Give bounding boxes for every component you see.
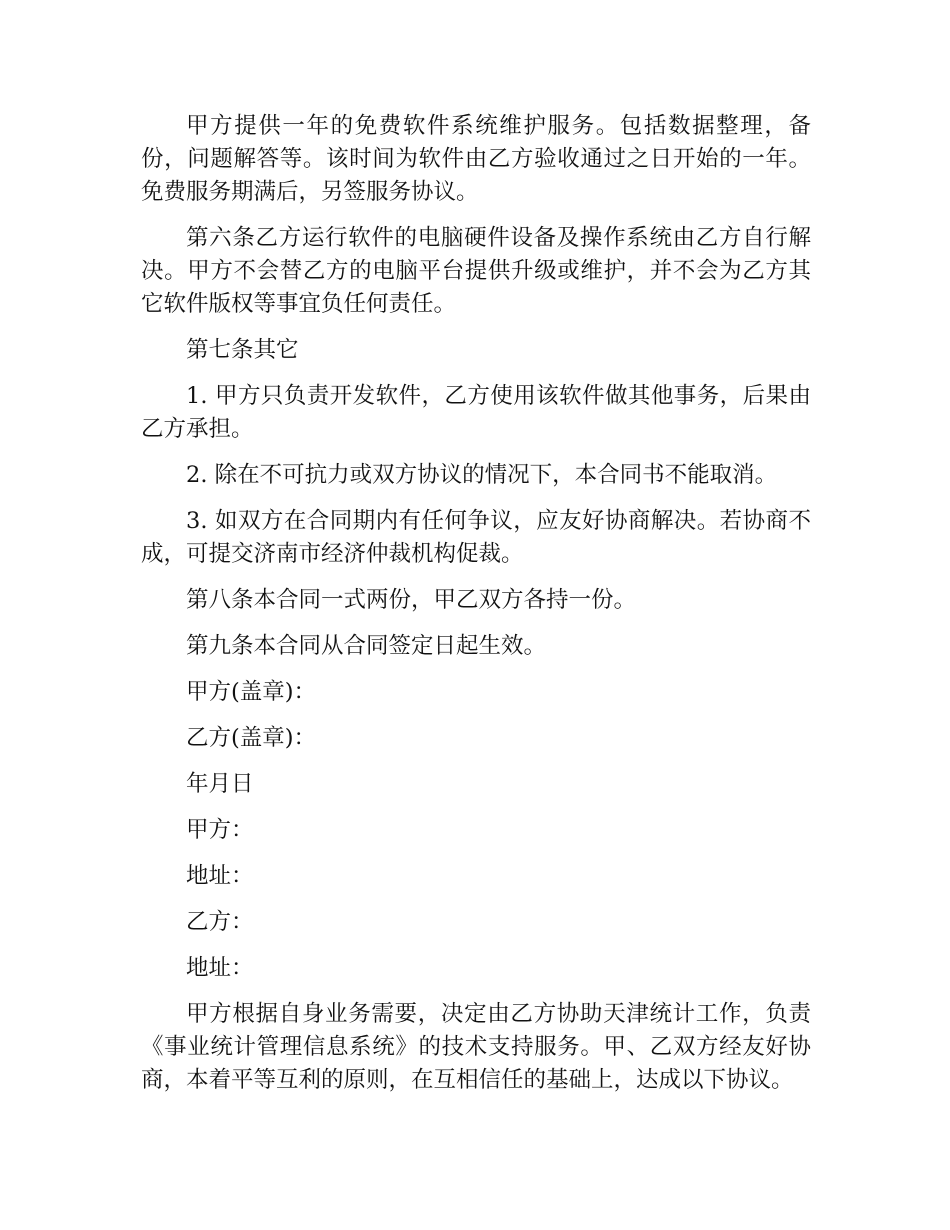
signature-party-a-seal: 甲方(盖章)：: [186, 679, 317, 705]
party-b-label: 乙方：: [186, 909, 254, 935]
document-body: [141, 110, 811, 1110]
signature-party-b-seal: 乙方(盖章)：: [186, 725, 317, 751]
paragraph-article-6: 第六条乙方运行软件的电脑硬件设备及操作系统由乙方自行解决。甲方不会替乙方的电脑平台提供升级或维护，并不会为乙方其它软件版权等事宜负任何责任。: [141, 225, 811, 317]
paragraph-article-7-item-1: 1. 甲方只负责开发软件，乙方使用该软件做其他事务，后果由乙方承担。: [141, 383, 811, 442]
paragraph-article-9: 第九条本合同从合同签定日起生效。: [186, 633, 547, 659]
paragraph-article-7-item-2: 2. 除在不可抗力或双方协议的情况下，本合同书不能取消。: [186, 462, 778, 488]
paragraph-maintenance-service: 甲方提供一年的免费软件系统维护服务。包括数据整理，备份，问题解答等。该时间为软件由乙方验收通过之日开始的一年。免费服务期满后，另签服务协议。: [141, 113, 811, 205]
paragraph-article-8: 第八条本合同一式两份，甲乙双方各持一份。: [186, 587, 637, 613]
signature-date: 年月日: [186, 771, 254, 797]
paragraph-agreement-intro: 甲方根据自身业务需要，决定由乙方协助天津统计工作，负责《事业统计管理信息系统》的技术支持服务。甲、乙双方经友好协商，本着平等互利的原则，在互相信任的基础上，达成以下协议。: [141, 1001, 811, 1093]
party-a-address-label: 地址：: [186, 863, 254, 889]
party-b-address-label: 地址：: [186, 955, 254, 981]
paragraph-article-7-item-3: 3. 如双方在合同期内有任何争议，应友好协商解决。若协商不成，可提交济南市经济仲裁机构促裁。: [141, 508, 811, 567]
paragraph-article-7-heading: 第七条其它: [186, 337, 299, 363]
party-a-label: 甲方：: [186, 817, 254, 843]
